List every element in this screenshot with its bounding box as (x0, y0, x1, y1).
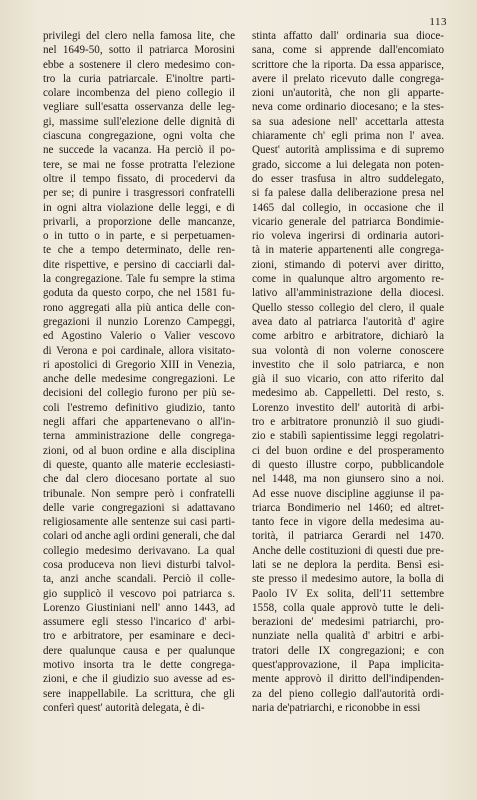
text-column-left (43, 29, 235, 715)
text-line: o in tutto o in parte, e si perpetuamen- (43, 230, 235, 243)
text-line: sua volontà di non volerne conoscere (252, 344, 444, 357)
text-line: tro e arbitratore pronunziò il suo giudi- (252, 416, 444, 429)
text-line: già il suo vicario, con atto riferito dal (252, 373, 444, 386)
text-line: vegliare sull'esatta osservanza delle leg- (43, 101, 235, 114)
text-line: dere qualunque causa e per qualunque (43, 644, 235, 657)
text-line: sana, come si apprende dall'encomiato (252, 44, 444, 57)
text-line: si fa palese dalla deliberazione presa nel (252, 187, 444, 200)
text-line: lativo all'amministrazione della diocesi. (252, 287, 444, 300)
text-line: tro e arbitratore, per esaminare e deci- (43, 630, 235, 643)
text-line: berazioni de' medesimi patriarchi, pro- (252, 616, 444, 629)
text-line: colari od anche agli ordini generali, che dal (43, 530, 235, 543)
text-line: tribunale. Non sempre però i confratelli (43, 487, 235, 500)
text-line: privilegi del clero nella famosa lite, che (43, 30, 235, 42)
text-line: privarli, a proporzione delle mancanze, (43, 215, 235, 228)
text-line: come arbitro e arbitratore, dichiarò la (252, 330, 444, 343)
text-line: zioni, stimando di potervi aver diritto, (252, 258, 444, 271)
text-line: zioni, e che il giudizio suo avesse ad es- (43, 673, 235, 686)
text-line: di Verona e poi cardinale, allora visitato- (43, 344, 235, 357)
text-line: naria de'patriarchi, e riconobbe in essi (252, 701, 421, 714)
text-line: te che a tempo determinato, delle ren- (43, 244, 235, 257)
text-line: decisioni del collegio furono per più se- (43, 387, 235, 400)
text-line: di queste, quanto alle materie ecclesiasti- (43, 458, 235, 471)
text-line: ciascuna congregazione, ogni volta che (43, 130, 235, 143)
text-line: quest'approvazione, il Papa implicita- (252, 659, 444, 672)
text-line: collegio medesimo derivavano. La qual (43, 544, 235, 557)
text-line: coli l'estremo definitivo giudizio, tanto (43, 401, 235, 414)
text-line: ci del buon ordine e del prosperamento (252, 444, 444, 457)
text-line: negli affari che appartenevano o all'in- (43, 416, 235, 429)
text-line: gio supplicò il vescovo poi patriarca s. (43, 587, 235, 600)
text-line: tratori delle IX congregazioni; e con (252, 644, 444, 657)
text-line: zio e stabilì sapientissime leggi regolatri- (252, 430, 444, 443)
text-line: neva come ordinario diocesano; e la stes- (252, 101, 444, 114)
text-line: di questo illustre corpo, pubblicandole (252, 458, 444, 471)
text-line: grado, siccome a lui delegata non poten- (252, 158, 444, 171)
text-line: nel 1448, ma non giunsero sino a noi. (252, 473, 444, 486)
text-line: avere il prelato ricevuto dalle congrega- (252, 72, 444, 85)
text-line: rio voleva ingerirsi di ordinaria autori- (252, 230, 444, 243)
text-line: che dal clero diocesano portate al suo (43, 473, 235, 486)
text-line: 1558, colla quale approvò tutte le deli- (252, 601, 444, 614)
text-line: ne succede la vacanza. Ha perciò il po- (43, 144, 235, 157)
text-line: ebbe a sostenere il clero medesimo con- (43, 58, 235, 71)
text-line: anche delle medesime congregazioni. Le (43, 373, 235, 386)
text-line: ste presso il medesimo autore, la bolla di (252, 573, 444, 586)
text-line: chiaramente ch' egli prima non l' avea. (252, 130, 444, 143)
text-line: lati se ne deplora la perdita. Bensì esi- (252, 558, 444, 571)
text-line: come in qualunque altro argomento re- (252, 273, 444, 286)
text-line: ed Agostino Valerio o Valier vescovo (43, 330, 235, 343)
text-column-right (252, 29, 444, 715)
text-line: Lorenzo Giustiniani nell' anno 1443, ad (43, 601, 235, 614)
text-line: cosa produceva non lievi disturbi talvol- (43, 558, 235, 571)
text-line: stinta affatto dall' ordinaria sua dioce- (252, 30, 444, 42)
text-line: vicario generale del patriarca Bondimie- (252, 215, 444, 228)
text-line: rono aggregati alla più antica delle con- (43, 301, 235, 314)
text-line: conferì quest' autorità delegata, è di- (43, 701, 205, 714)
text-line: nunziate nella qualità d' arbitri e arbi- (252, 630, 444, 643)
text-line: terna amministrazione delle congrega- (43, 430, 235, 443)
text-line: Lorenzo investito dell' autorità di arbi- (252, 401, 444, 414)
text-line: zioni un'autorità, che non gli apparte- (252, 87, 444, 100)
text-line: triarca Bondimerio nel 1460; ed altret- (252, 501, 444, 514)
text-line: in ogni altra violazione delle leggi, e di (43, 201, 235, 214)
text-line: 1465 dal collegio, in occasione che il (252, 201, 444, 214)
text-line: motivo insorta tra le dette congrega- (43, 659, 235, 672)
text-line: colare incombenza del pieno collegio il (43, 87, 235, 100)
text-line: gi, massime sull'elezione delle dignità di (43, 115, 235, 128)
text-line: delle varie congregazioni si adattavano (43, 501, 235, 514)
text-line: tanto fece in vigore della medesima au- (252, 516, 444, 529)
text-line: nel 1649-50, sotto il patriarca Morosini (43, 44, 235, 57)
text-line: investito che il solo patriarca, e non (252, 358, 444, 371)
text-line: Quest' autorità amplissima e di supremo (252, 144, 444, 157)
text-line: torità, il patriarca Gerardi nel 1470. (252, 530, 444, 543)
text-line: tro la curia patriarcale. E'inoltre parti- (43, 72, 235, 85)
text-line: Anche delle costituzioni di questi due pre- (252, 544, 444, 557)
text-line: avea dato al patriarca l'autorità d' agire (252, 315, 444, 328)
text-line: do esser trasfusa in altro suddelegato, (252, 172, 444, 185)
text-line: medesimo ab. Cappelletti. Del resto, s. (252, 387, 444, 400)
text-line: oltre il tempo fissato, di procedervi da (43, 172, 235, 185)
page-number: 113 (429, 16, 447, 28)
text-line: tà in materie appartenenti alle congrega- (252, 244, 444, 257)
text-line: goduta da questo corpo, che nel 1581 fu- (43, 287, 235, 300)
text-line: scrittore che la riporta. Da essa apparisce, (252, 58, 444, 71)
text-line: assumere egli stesso l'incarico d' arbi- (43, 616, 235, 629)
text-line: la congregazione. Tale fu sempre la stima (43, 273, 235, 286)
text-line: per se; di punire i trasgressori confratelli (43, 187, 235, 200)
text-line: religiosamente alle sentenze sui casi parti- (43, 516, 235, 529)
text-line: mente approvò il diritto dell'indipenden- (252, 673, 444, 686)
text-line: dite rispettive, e persino di cacciarli dal- (43, 258, 235, 271)
text-line: sa sua adesione nell' accettarla attesta (252, 115, 444, 128)
text-line: ri apostolici di Gregorio XIII in Venezia, (43, 358, 235, 371)
text-line: tere, se mai ne fosse protratta l'elezione (43, 158, 235, 171)
text-line: gregazioni il nunzio Lorenzo Campeggi, (43, 315, 235, 328)
text-line: zioni, od al buon ordine e alla disciplina (43, 444, 235, 457)
text-line: Paolo IV Ex solita, dell'11 settembre (252, 587, 444, 600)
text-line: Ad esse nuove discipline aggiunse il pa- (252, 487, 444, 500)
text-line: ta, anzi anche scandali. Perciò il colle- (43, 573, 235, 586)
text-line: sere inappellabile. La scrittura, che gli (43, 687, 235, 700)
text-line: Quello stesso collegio del clero, il quale (252, 301, 444, 314)
text-line: za del pieno collegio dall'autorità ordi- (252, 687, 444, 700)
